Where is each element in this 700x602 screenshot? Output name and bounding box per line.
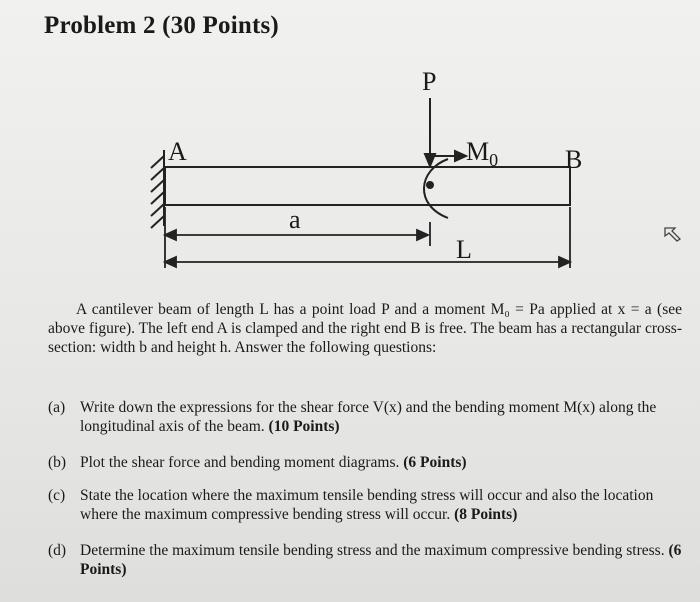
question-points: (6 Points) bbox=[403, 454, 467, 471]
problem-statement bbox=[48, 300, 682, 357]
question-points: (10 Points) bbox=[268, 418, 340, 435]
clamped-support bbox=[151, 150, 164, 228]
label-P: P bbox=[422, 67, 437, 96]
label-B: B bbox=[565, 145, 583, 174]
question-b bbox=[48, 453, 682, 472]
question-a bbox=[48, 398, 682, 436]
label-M0 bbox=[466, 137, 498, 170]
dimension-L bbox=[165, 207, 570, 268]
beam-figure bbox=[0, 0, 700, 300]
question-text: Write down the expressions for the shear force V(x) and the bending moment M(x) along the longitudinal axis of the beam. bbox=[80, 399, 657, 435]
question-tag: (c) bbox=[48, 487, 66, 504]
question-points: (8 Points) bbox=[454, 506, 518, 523]
label-L: L bbox=[456, 235, 472, 264]
pointer-cursor-icon bbox=[663, 226, 683, 242]
problem-intro: A cantilever beam of length L has a point load P and a moment M₀ = Pa applied at x = a (see above figure). The left end A is clamped and the right end B is free. The beam has a rectangular cross-section: width b and height h. Answer the following questions: bbox=[48, 301, 682, 356]
question-text: State the location where the maximum tensile bending stress will occur and also the location where the maximum compressive bending stress will occur. bbox=[80, 487, 654, 523]
label-A: A bbox=[168, 137, 187, 166]
question-d bbox=[48, 541, 682, 579]
problem-title: Problem 2 (30 Points) bbox=[44, 12, 279, 39]
label-M: M bbox=[466, 137, 490, 166]
question-c bbox=[48, 486, 682, 524]
question-text: Determine the maximum tensile bending stress and the maximum compressive bending stress. bbox=[80, 542, 665, 559]
load-point bbox=[426, 181, 434, 189]
question-tag: (d) bbox=[48, 542, 67, 559]
label-M-sub: 0 bbox=[489, 150, 499, 170]
question-text: Plot the shear force and bending moment diagrams. bbox=[80, 454, 400, 471]
beam bbox=[165, 167, 570, 205]
label-a: a bbox=[289, 205, 301, 234]
question-points: (6 Points) bbox=[80, 542, 682, 578]
question-tag: (a) bbox=[48, 399, 66, 416]
question-tag: (b) bbox=[48, 454, 67, 471]
